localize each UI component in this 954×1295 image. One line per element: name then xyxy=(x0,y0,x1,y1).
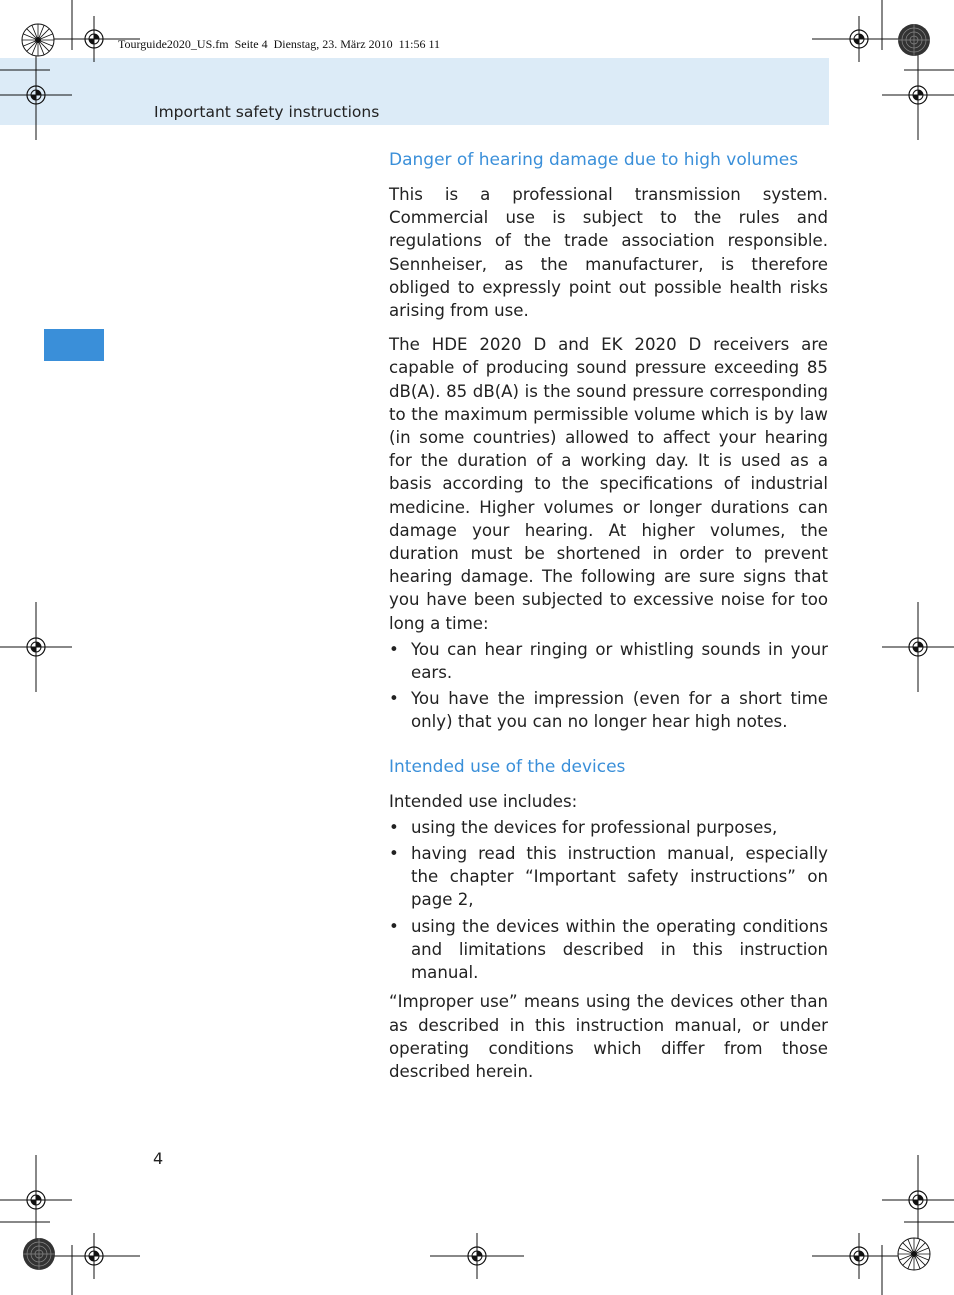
bullet-icon: • xyxy=(389,639,399,659)
paragraph-improper-use: “Improper use” means using the devices other than as described in this instruction manual, or under operating conditions which differ from those described herein. xyxy=(389,992,828,1081)
paragraph-professional-system: This is a professional transmission system. Commercial use is subject to the rules and regulations of the trade association responsible. Sennheiser, as the manufacturer, is therefore obliged to expressly point out possible health risks arising from use. xyxy=(389,185,828,321)
list-item-text: using the devices for professional purposes, xyxy=(411,817,778,837)
bullet-icon: • xyxy=(389,817,399,837)
bullet-icon: • xyxy=(389,916,399,936)
page-header-title: Important safety instructions xyxy=(154,103,380,121)
list-item-text: using the devices within the operating conditions and limitations described in this instruction manual. xyxy=(411,916,828,983)
page-number: 4 xyxy=(153,1149,164,1168)
list-item-text: having read this instruction manual, especially the chapter “Important safety instructions” on page 2, xyxy=(411,844,828,910)
section-heading-intended-use: Intended use of the devices xyxy=(389,756,626,777)
bullet-icon: • xyxy=(389,844,399,864)
paragraph-intended-use-intro: Intended use includes: xyxy=(389,791,578,811)
section-heading-hearing-damage: Danger of hearing damage due to high volumes xyxy=(389,150,799,170)
bullet-icon: • xyxy=(389,689,399,709)
print-slug: Tourguide2020_US.fm Seite 4 Dienstag, 23. März 2010 11:56 11 xyxy=(118,37,441,51)
list-item-text: You have the impression (even for a short time only) that you can no longer hear high notes. xyxy=(411,689,828,732)
list-item-text: You can hear ringing or whistling sounds in your ears. xyxy=(411,639,828,683)
paragraph-sound-pressure: The HDE 2020 D and EK 2020 D receivers are capable of producing sound pressure exceeding 85 dB(A). 85 dB(A) is the sound pressure corresponding to the maximum permissible volume which is by law (in some countries) allowed to affect your hearing for the duration of a working day. It is used as a basis according to the specifications of industrial medicine. Higher volumes or longer durations can damage your hearing. At higher volumes, the duration must be shortened in order to prevent hearing damage. The following are sure signs that you have been subjected to excessive noise for too long a time: xyxy=(389,335,828,633)
